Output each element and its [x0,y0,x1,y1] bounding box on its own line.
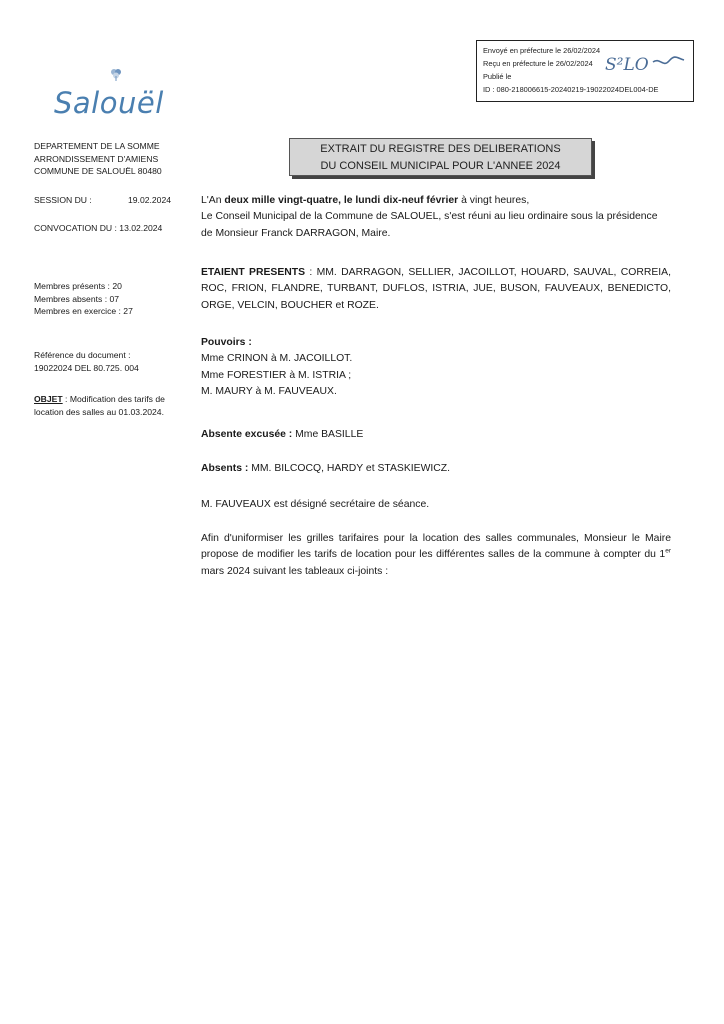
session-value: 19.02.2024 [128,195,172,205]
stamp-id: ID : 080-218006615-20240219-19022024DEL004-DE [483,85,659,94]
stamp-recu: Reçu en préfecture le 26/02/2024 [483,59,593,68]
proposal-text-end: mars 2024 suivant les tableaux ci-joints : [201,565,389,577]
stamp-publie: Publié le [483,72,512,81]
objet-text: : Modification des tarifs de location des salles au 01.03.2024. [34,394,165,417]
logo-text: Salouël [54,86,164,120]
register-title [289,138,592,176]
pouvoir-item: Mme CRINON à M. JACOILLOT. [201,353,353,365]
intro-time: à vingt heures, [458,195,530,206]
convocation-date: CONVOCATION DU : 13.02.2024 [34,223,163,233]
slo-signature-icon [605,53,685,75]
absents-label: Absents : [201,463,249,474]
absents-names: MM. BILCOCQ, HARDY et STASKIEWICZ. [248,463,451,474]
flower-icon [108,66,124,82]
objet-block [34,393,184,418]
proposal-text: Afin d'uniformiser les grilles tarifaires pour la location des salles communales, Monsieur le Maire propose de modifier les tarifs de location pour les différentes salles de la commune à compter du 1 [201,533,671,561]
stamp-envoye: Envoyé en préfecture le 26/02/2024 [483,46,601,55]
dept-line: DEPARTEMENT DE LA SOMME [34,141,160,151]
reference-block [34,349,194,374]
pouvoirs-label: Pouvoirs : [201,337,252,348]
presents-paragraph [201,265,671,314]
presents-label: ETAIENT PRESENTS [201,267,306,278]
reference-value: 19022024 DEL 80.725. 004 [34,362,139,373]
absents-line [201,461,671,477]
session-paragraph [201,193,671,242]
intro-text: L'An [201,195,225,206]
title-line-2: DU CONSEIL MUNICIPAL POUR L'ANNEE 2024 [320,160,561,172]
presents-list: : MM. DARRAGON, SELLIER, JACOILLOT, HOUARD, SAUVAL, CORREIA, ROC, FRION, FLANDRE, TURBANT, DUFLOS, ISTRIA, JUE, BUSON, FAUVEAUX, BENEDICTO, ORGE, VELCIN, BOUCHER et ROZE. [201,267,671,311]
objet-label: OBJET [34,394,63,404]
members-block [34,280,194,318]
dept-line: COMMUNE DE SALOUËL 80480 [34,166,162,176]
session-label: SESSION DU : [34,195,92,205]
intro-date-bold: deux mille vingt-quatre, le lundi dix-neuf février [224,195,459,206]
council-met-text: Le Conseil Municipal de la Commune de SALOUEL, s'est réuni au lieu ordinaire sous la présidence de Monsieur Franck DARRAGON, Maire. [201,211,658,239]
members-absent: Membres absents : 07 [34,293,120,304]
prefecture-stamp [476,40,694,102]
excusee-name: Mme BASILLE [292,429,364,440]
svg-text:S²LO: S²LO [605,55,649,75]
secretaire-line: M. FAUVEAUX est désigné secrétaire de séance. [201,499,430,510]
excusee-line [201,427,671,443]
reference-label: Référence du document : [34,350,131,360]
dept-line: ARRONDISSEMENT D'AMIENS [34,153,159,164]
members-present: Membres présents : 20 [34,281,122,291]
department-block [34,140,194,178]
proposal-paragraph [201,531,671,580]
title-line-1: EXTRAIT DU REGISTRE DES DELIBERATIONS [320,143,561,155]
salouel-logo [40,60,180,130]
pouvoir-item: M. MAURY à M. FAUVEAUX. [201,386,337,398]
proposal-sup: er [665,547,671,555]
members-total: Membres en exercice : 27 [34,306,133,316]
pouvoirs-block [201,335,671,401]
excusee-label: Absente excusée : [201,429,293,440]
pouvoir-item: Mme FORESTIER à M. ISTRIA ; [201,369,352,381]
